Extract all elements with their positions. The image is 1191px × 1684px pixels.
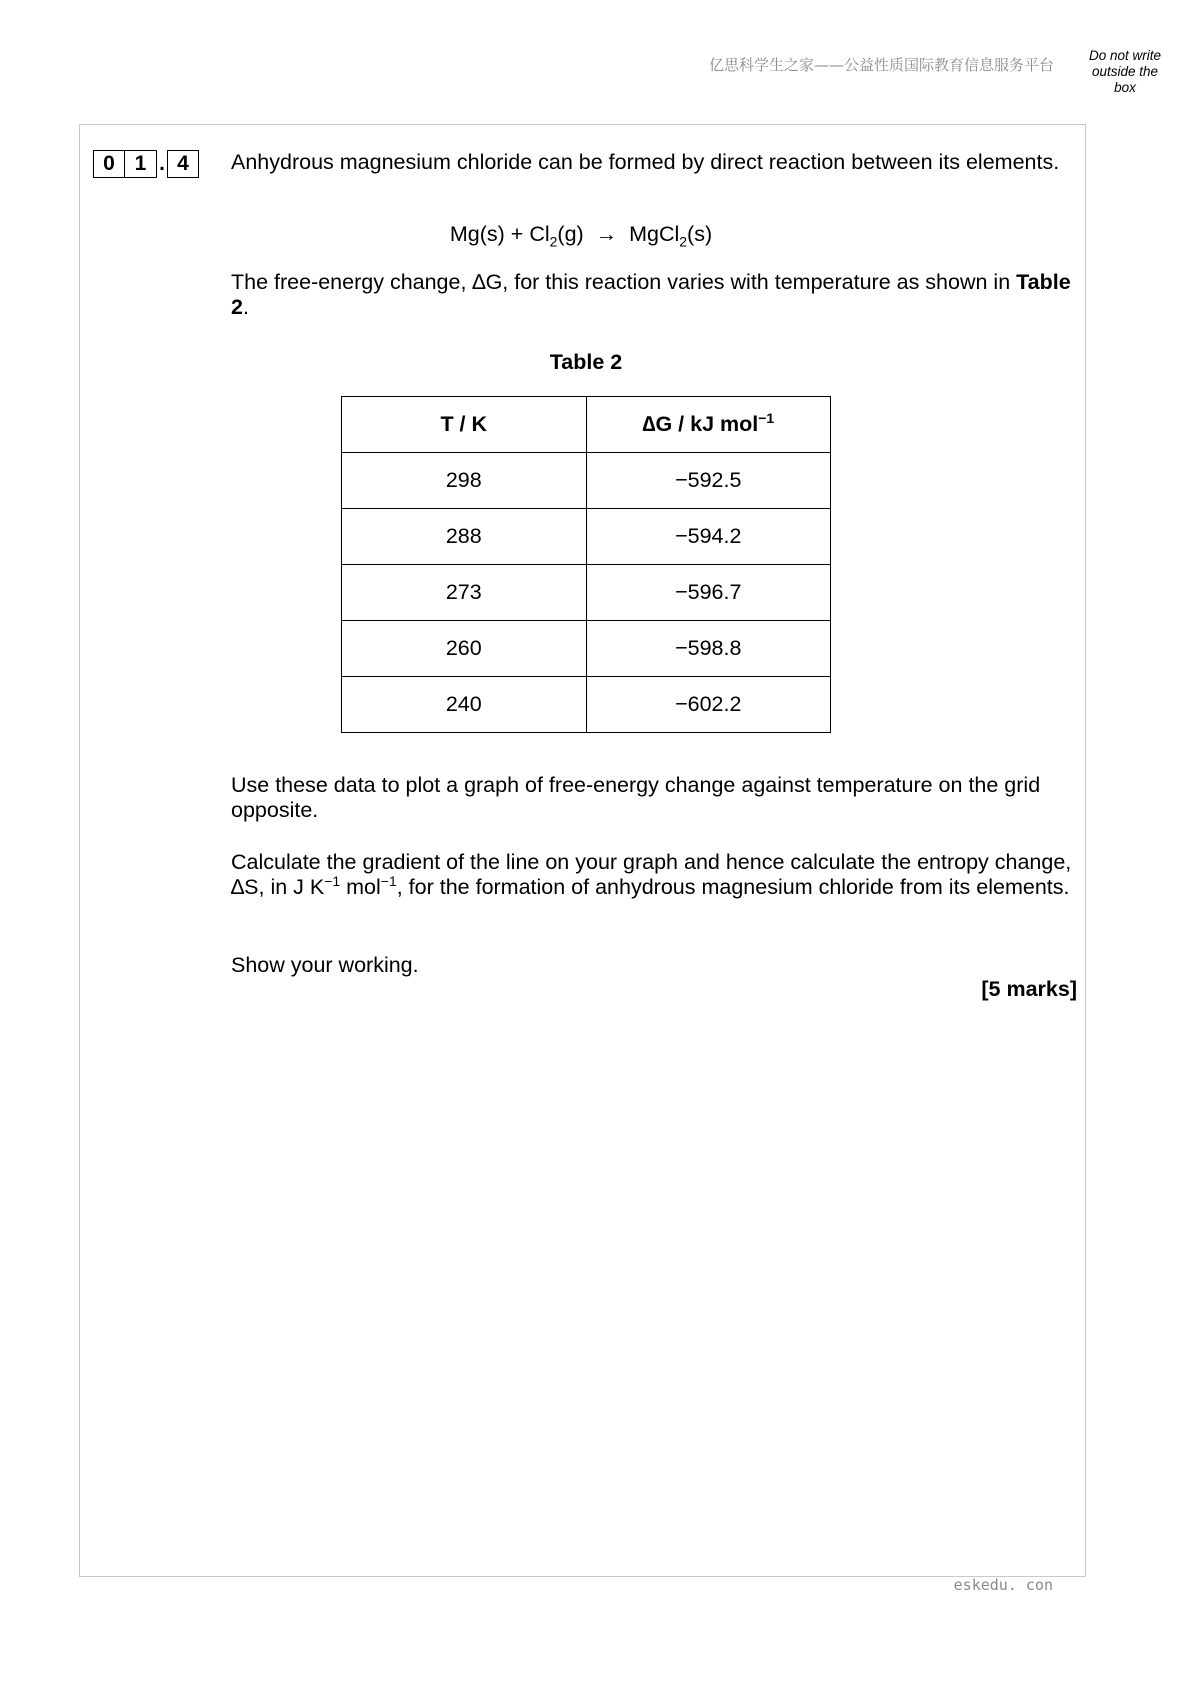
table-row bbox=[342, 453, 831, 509]
header-superscript: −1 bbox=[758, 409, 775, 426]
cell-free-energy: −602.2 bbox=[586, 677, 831, 733]
table-reference: Table 2 bbox=[231, 270, 1071, 319]
table-row bbox=[342, 509, 831, 565]
column-header-temperature: T / K bbox=[342, 397, 587, 453]
data-table bbox=[341, 396, 831, 733]
column-header-free-energy bbox=[586, 397, 831, 453]
cell-free-energy: −596.7 bbox=[586, 565, 831, 621]
cell-temperature: 260 bbox=[342, 621, 587, 677]
question-intro: Anhydrous magnesium chloride can be formed by direct reaction between its elements. bbox=[231, 150, 1060, 174]
question-dot: . bbox=[159, 152, 165, 175]
paragraph-4-part-2: mol bbox=[340, 875, 381, 899]
cell-temperature: 240 bbox=[342, 677, 587, 733]
question-paragraph-2: The free-energy change, ∆G, for this reaction varies with temperature as shown in Table 2. bbox=[231, 270, 1071, 319]
question-paragraph-4 bbox=[231, 850, 1081, 900]
header-site-text: 亿思科学生之家——公益性质国际教育信息服务平台 bbox=[708, 56, 1054, 74]
equation-subscript: 2 bbox=[679, 233, 688, 250]
question-digit: 4 bbox=[167, 150, 199, 178]
unit-superscript: −1 bbox=[324, 872, 341, 889]
unit-superscript: −1 bbox=[380, 872, 397, 889]
table-title: Table 2 bbox=[549, 350, 623, 374]
question-paragraph-3: Use these data to plot a graph of free-energy change against temperature on the grid opposite. bbox=[231, 773, 1041, 822]
paragraph-2-text: The free-energy change, ∆G, for this reaction varies with temperature as shown in bbox=[231, 270, 1017, 294]
equation-reactant-state: (g) bbox=[557, 222, 584, 246]
table-row bbox=[342, 677, 831, 733]
question-digit: 1 bbox=[125, 150, 157, 178]
header-text: ∆G / kJ mol bbox=[642, 412, 759, 436]
cell-temperature: 288 bbox=[342, 509, 587, 565]
reaction-equation bbox=[231, 222, 931, 250]
table-row bbox=[342, 621, 831, 677]
equation-product-state: (s) bbox=[687, 222, 713, 246]
table-row bbox=[342, 565, 831, 621]
cell-temperature: 298 bbox=[342, 453, 587, 509]
equation-reactants: Mg(s) + Cl bbox=[449, 222, 550, 246]
question-digit: 0 bbox=[93, 150, 125, 178]
cell-free-energy: −594.2 bbox=[586, 509, 831, 565]
cell-free-energy: −598.8 bbox=[586, 621, 831, 677]
paragraph-4-part-3: , for the formation of anhydrous magnesium chloride from its elements. bbox=[396, 875, 1070, 899]
margin-note: Do not write outside the box bbox=[1088, 48, 1162, 95]
table-header-row bbox=[342, 397, 831, 453]
equation-product: MgCl bbox=[629, 222, 680, 246]
marks-label: [5 marks] bbox=[981, 977, 1077, 1001]
reaction-arrow: → bbox=[595, 222, 618, 246]
cell-temperature: 273 bbox=[342, 565, 587, 621]
equation-subscript: 2 bbox=[549, 233, 558, 250]
paragraph-4-part-1: Calculate the gradient of the line on your graph and hence calculate the entropy change, ∆S, in J K bbox=[231, 850, 1072, 899]
question-paragraph-5: Show your working. bbox=[231, 953, 419, 977]
cell-free-energy: −592.5 bbox=[586, 453, 831, 509]
question-number bbox=[93, 150, 199, 178]
footer-watermark: eskedu. con bbox=[953, 1576, 1053, 1594]
